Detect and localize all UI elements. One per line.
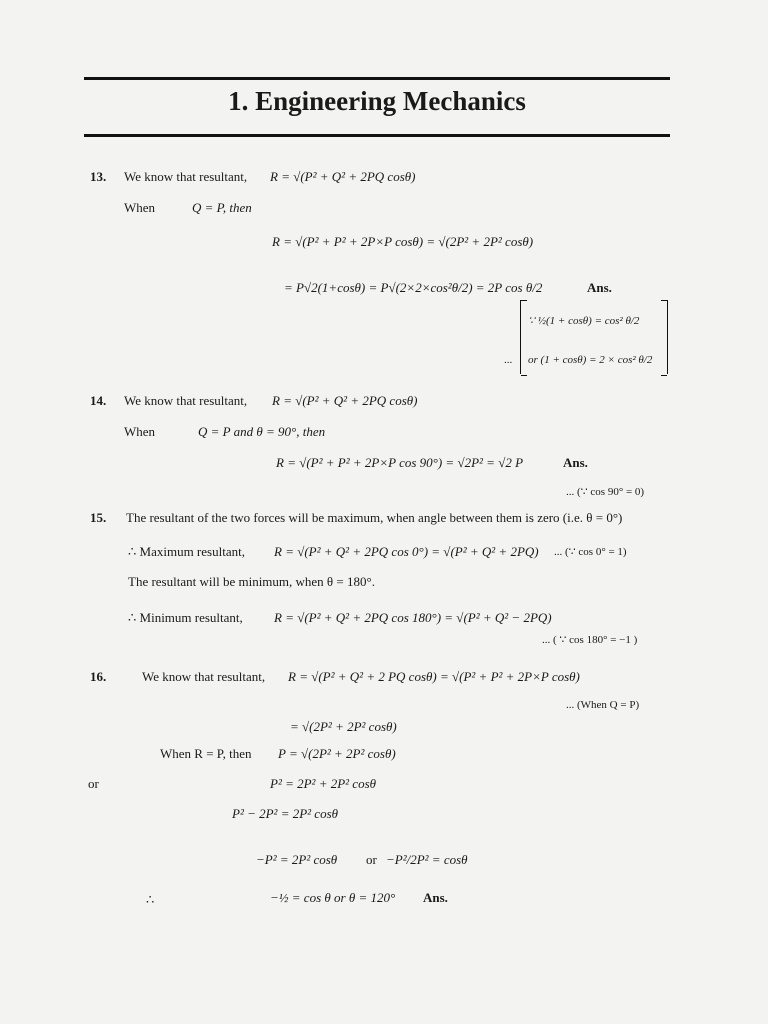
q13-note-dots: ... <box>504 354 513 366</box>
q14-note: ... (∵ cos 90° = 0) <box>566 486 645 498</box>
q16-expression-2: = √(2P² + 2P² cosθ) <box>290 719 397 734</box>
q13-note-1: ∵ ½(1 + cosθ) = cos² θ/2 <box>528 315 640 327</box>
q15-number: 15. <box>90 510 107 525</box>
q13-step2: = P√2(1+cosθ) = P√(2×2×cos²θ/2) = 2P cos θ/2 <box>284 280 543 295</box>
q13-note-2: or (1 + cosθ) = 2 × cos² θ/2 <box>528 354 653 366</box>
q14-intro: We know that resultant, <box>124 393 248 408</box>
q15-min-label: ∴ Minimum resultant, <box>128 610 243 625</box>
bottom-rule <box>84 134 670 137</box>
q14-number: 14. <box>90 393 107 408</box>
q13-resultant: R = √(P² + Q² + 2PQ cosθ) <box>270 169 416 184</box>
q14-when: When <box>124 424 156 439</box>
q13-step1: R = √(P² + P² + 2P×P cosθ) = √(2P² + 2P² cosθ) <box>272 234 534 249</box>
q15-min-expression: R = √(P² + Q² + 2PQ cos 180°) = √(P² + Q² − 2PQ) <box>274 610 552 625</box>
q16-intro: We know that resultant, <box>142 669 266 684</box>
q16-expression-7: −½ = cos θ or θ = 120° <box>270 890 396 905</box>
q16-therefore: ∴ <box>146 892 155 907</box>
q13-when: When <box>124 200 156 215</box>
q15-max-note: ... (∵ cos 0° = 1) <box>554 546 627 558</box>
q16-when-label: When R = P, then <box>160 746 252 761</box>
top-rule <box>84 77 670 80</box>
q13-condition: Q = P, then <box>192 200 252 215</box>
q16-or-inline: or <box>366 852 377 867</box>
q16-or-label: or <box>88 776 99 791</box>
q14-answer: Ans. <box>563 455 588 470</box>
q15-intro: The resultant of the two forces will be maximum, when angle between them is zero (i.e. θ = 0°) <box>126 510 623 525</box>
q15-min-intro: The resultant will be minimum, when θ = 180°. <box>128 574 375 589</box>
q14-step1: R = √(P² + P² + 2P×P cos 90°) = √2P² = √2 P <box>276 455 524 470</box>
q13-intro: We know that resultant, <box>124 169 248 184</box>
q15-max-label: ∴ Maximum resultant, <box>128 544 245 559</box>
q16-expression-3: P = √(2P² + 2P² cosθ) <box>278 746 396 761</box>
q16-expression-6b: −P²/2P² = cosθ <box>386 852 468 867</box>
q16-expression-5: P² − 2P² = 2P² cosθ <box>232 806 339 821</box>
q15-min-note: ... ( ∵ cos 180° = −1 ) <box>542 634 638 646</box>
q16-expression-6a: −P² = 2P² cosθ <box>256 852 338 867</box>
q16-number: 16. <box>90 669 107 684</box>
q16-note-1: ... (When Q = P) <box>566 699 640 711</box>
q16-expression-4: P² = 2P² + 2P² cosθ <box>270 776 377 791</box>
q14-condition: Q = P and θ = 90°, then <box>198 424 326 439</box>
page-title: 1. Engineering Mechanics <box>228 86 526 116</box>
q16-expression-1: R = √(P² + Q² + 2 PQ cosθ) = √(P² + P² + 2P×P cosθ) <box>288 669 580 684</box>
q15-max-expression: R = √(P² + Q² + 2PQ cos 0°) = √(P² + Q² + 2PQ) <box>274 544 539 559</box>
q16-answer: Ans. <box>423 890 448 905</box>
q13-answer: Ans. <box>587 280 612 295</box>
q14-resultant: R = √(P² + Q² + 2PQ cosθ) <box>272 393 418 408</box>
q13-number: 13. <box>90 169 107 184</box>
